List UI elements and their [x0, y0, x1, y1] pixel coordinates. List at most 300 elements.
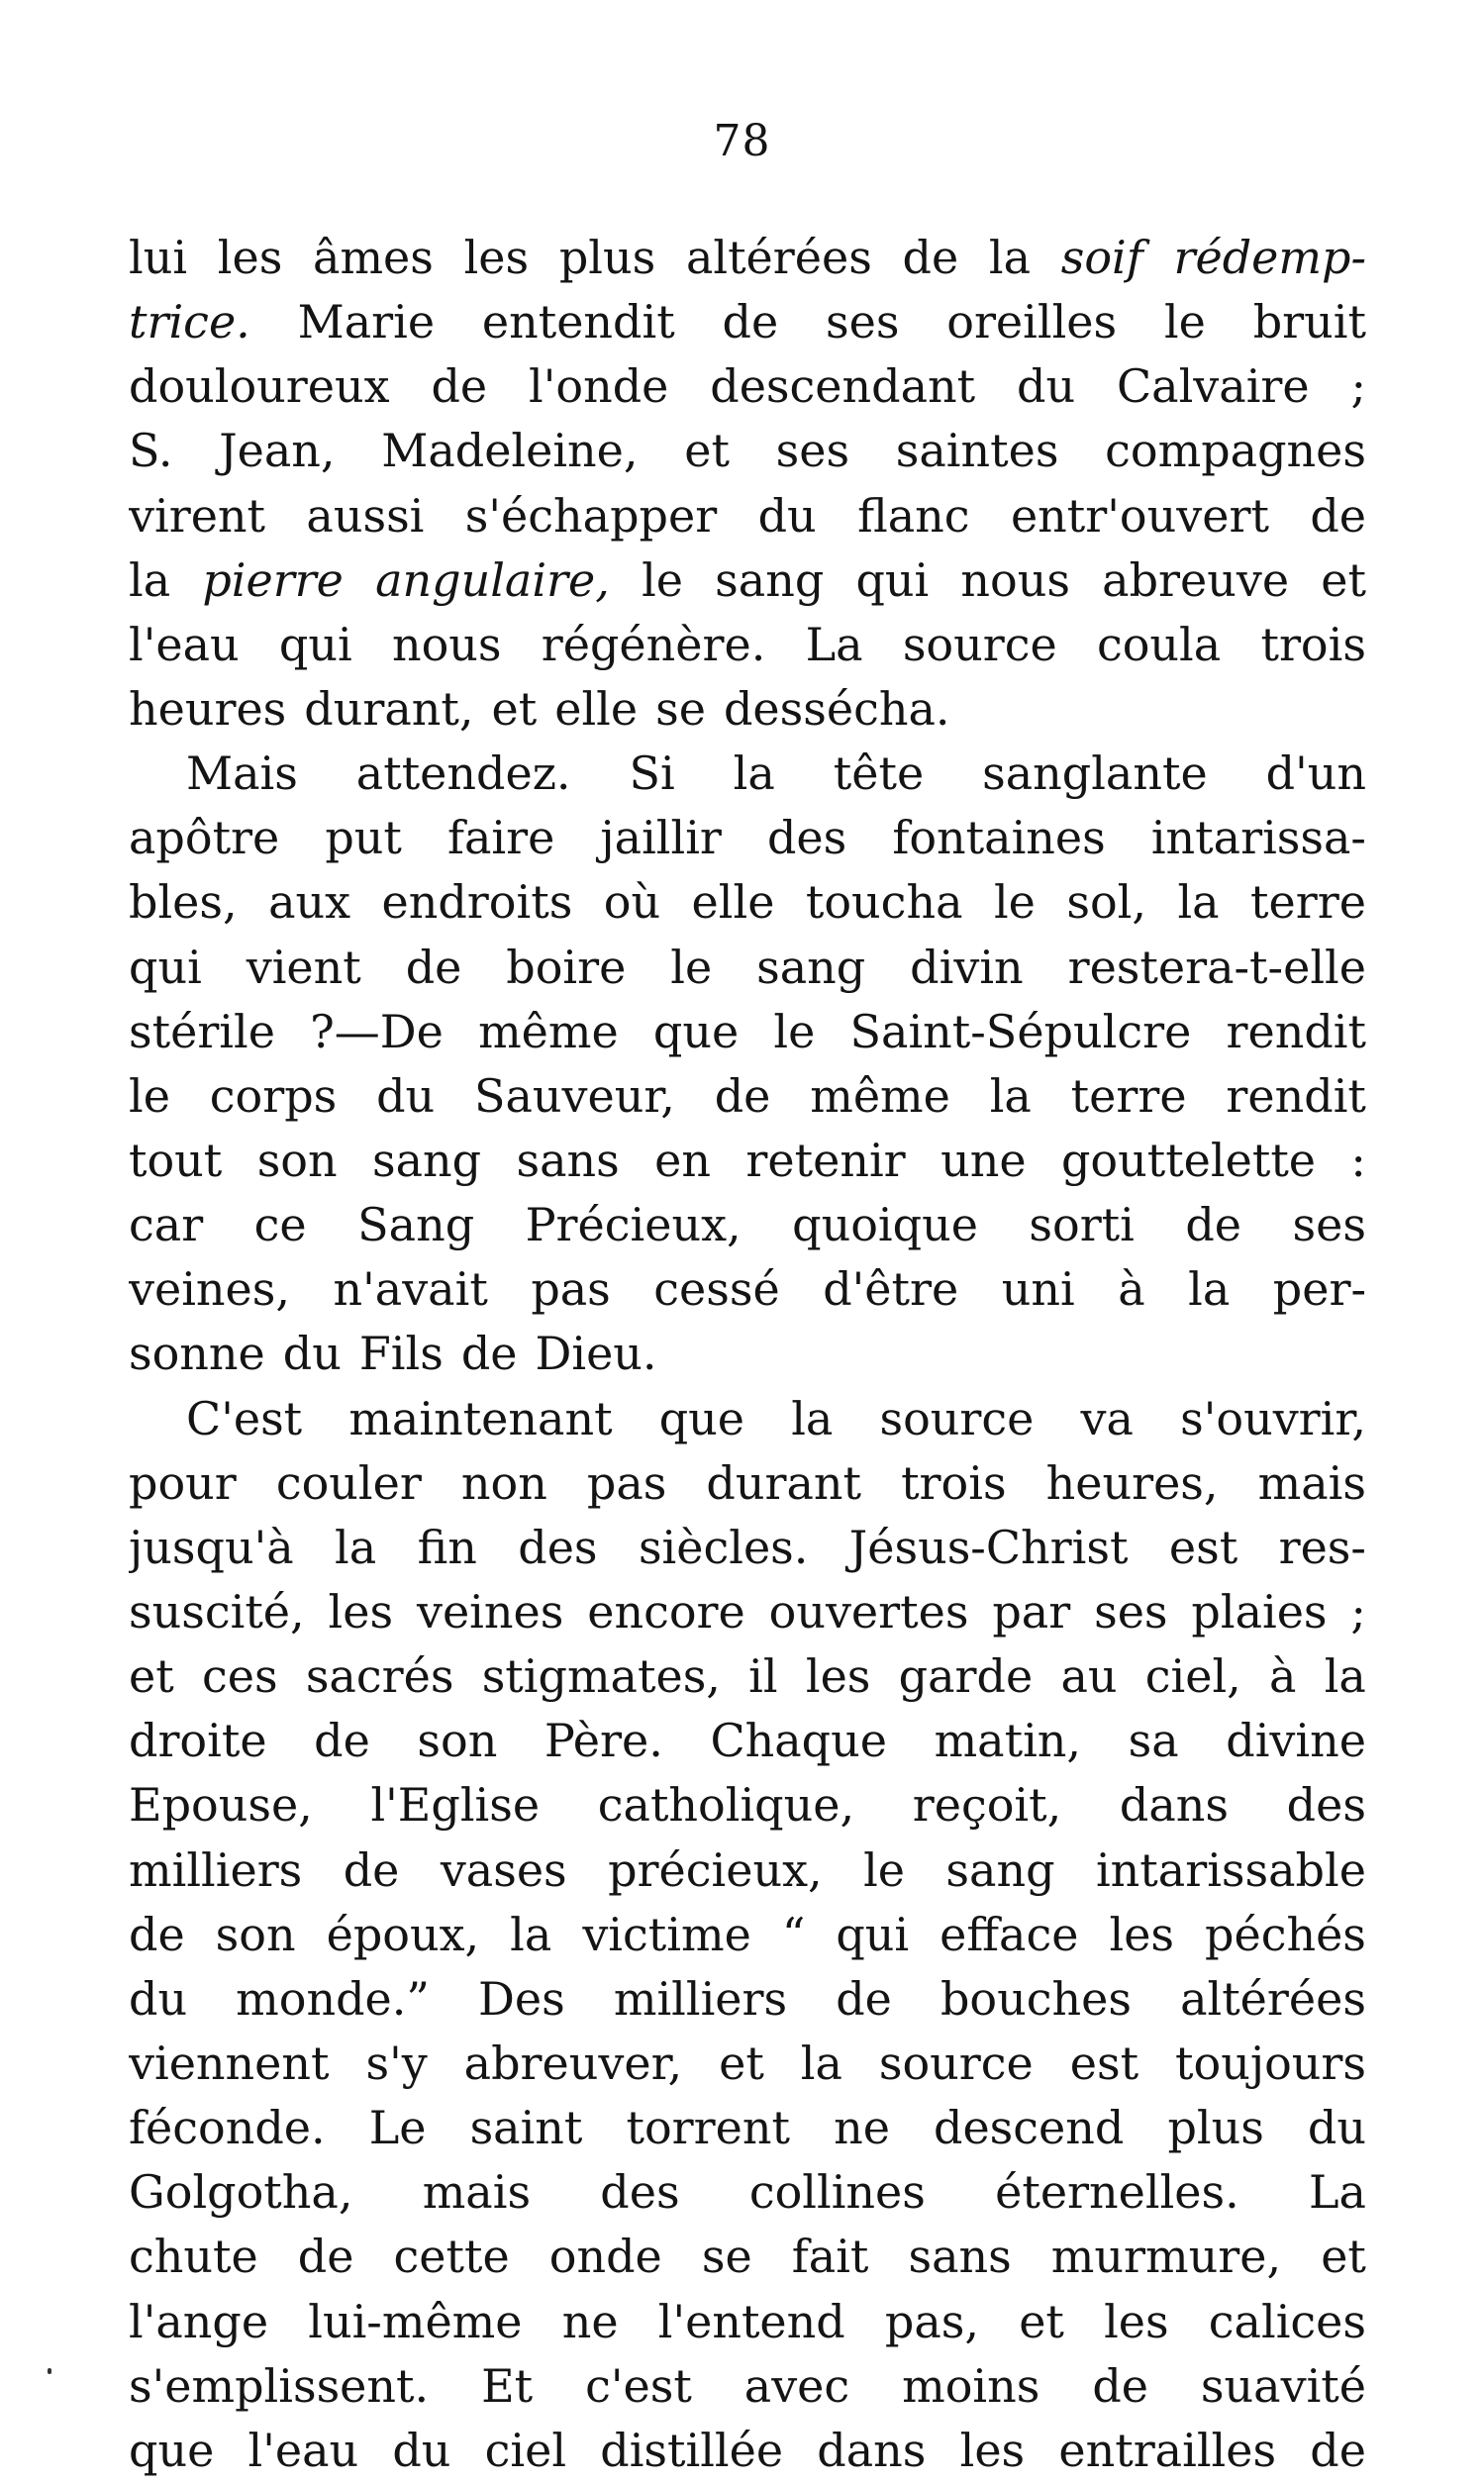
word: de: [714, 1068, 771, 1123]
text-line: [129, 1709, 1366, 1773]
word: la: [791, 1391, 834, 1445]
word: de: [1092, 2358, 1148, 2413]
word: ses: [1292, 1198, 1366, 1252]
word: cessé: [653, 1262, 780, 1317]
word: s'emplissent.: [129, 2358, 430, 2413]
word: va: [1080, 1391, 1134, 1445]
text-line: [129, 2160, 1366, 2225]
word: maintenant: [348, 1391, 613, 1445]
text-line: [129, 2419, 1366, 2483]
text-line: [129, 1257, 1366, 1322]
word: le: [129, 1068, 170, 1123]
text-line: [129, 1193, 1366, 1257]
word: des: [766, 811, 847, 865]
word: Madeleine,: [381, 424, 639, 478]
word: de: [297, 2230, 354, 2284]
word: le: [863, 1842, 905, 1897]
word: et: [1321, 552, 1366, 607]
word: à: [1118, 1262, 1145, 1317]
word: pas: [531, 1262, 611, 1317]
word: ses: [775, 424, 850, 478]
word: C'est: [186, 1391, 303, 1445]
word: heures: [129, 681, 287, 736]
word: source: [879, 1391, 1035, 1445]
word: Précieux,: [525, 1198, 742, 1252]
word: l'ange: [129, 2294, 269, 2348]
word: La: [1309, 2165, 1366, 2220]
word: sang: [756, 940, 866, 994]
word: mais: [422, 2165, 532, 2220]
word: ses: [1094, 1584, 1168, 1639]
word: veines: [416, 1584, 564, 1639]
word: source: [878, 2036, 1034, 2090]
word: oreilles: [946, 295, 1118, 349]
word: ;: [1350, 1584, 1366, 1639]
word: bouches: [940, 1971, 1132, 2026]
word: les: [1109, 1907, 1175, 1961]
word: sang: [715, 552, 825, 607]
text-line: [129, 2290, 1366, 2354]
word: saint: [469, 2101, 583, 2155]
word: son: [215, 1907, 296, 1961]
word: stigmates,: [481, 1649, 721, 1704]
word: se: [701, 2230, 752, 2284]
word: mais: [1257, 1455, 1366, 1510]
word: les: [328, 1584, 394, 1639]
word: de: [1185, 1198, 1242, 1252]
word: les: [1104, 2294, 1169, 2348]
word: Jean,: [219, 424, 336, 478]
word: ce: [253, 1198, 307, 1252]
word: ne: [561, 2294, 619, 2348]
text-line: [129, 1451, 1366, 1516]
word: vient: [246, 940, 361, 994]
word: au: [1060, 1649, 1118, 1704]
word: stérile: [129, 1004, 275, 1058]
word: intarissable: [1095, 1842, 1366, 1897]
word: sans: [908, 2230, 1012, 2284]
word: terre: [1070, 1068, 1187, 1123]
word: aux: [268, 875, 351, 930]
word: de: [129, 1907, 185, 1961]
word: entrailles: [1058, 2423, 1277, 2477]
word: son: [256, 1133, 338, 1187]
word: Le: [368, 2101, 427, 2155]
word: sang: [945, 1842, 1055, 1897]
text-line: [129, 806, 1366, 870]
word: le: [773, 1004, 816, 1058]
word: Des: [478, 1971, 565, 2026]
word: ;: [1350, 359, 1366, 414]
text-line: [129, 226, 1366, 290]
word: et: [129, 1649, 174, 1704]
word: qui: [836, 1907, 910, 1961]
word: Et: [481, 2358, 534, 2413]
word: son: [417, 1714, 498, 1768]
word: faire: [446, 811, 555, 865]
word: les: [463, 231, 530, 284]
word: elle: [691, 875, 775, 930]
word: de: [405, 940, 462, 994]
print-speck: [48, 2368, 51, 2374]
text-line: [129, 290, 1366, 354]
word: restera-t-elle: [1067, 940, 1366, 994]
word: éternelles.: [995, 2165, 1239, 2220]
word: le: [1163, 295, 1206, 349]
word: la: [1177, 875, 1220, 930]
word: qui: [855, 552, 930, 607]
word: de: [1310, 488, 1366, 543]
word: nous: [960, 552, 1070, 607]
word: lui-même: [308, 2294, 523, 2348]
word: la: [1324, 1649, 1366, 1704]
word: suscité,: [129, 1584, 305, 1639]
word: La: [805, 617, 863, 671]
word: l'entend: [657, 2294, 845, 2348]
word: reçoit,: [912, 1778, 1062, 1833]
word: les: [217, 231, 283, 284]
word: garde: [898, 1649, 1034, 1704]
word: moins: [902, 2358, 1040, 2413]
word: trois: [1260, 617, 1366, 671]
word: flanc: [857, 488, 970, 543]
word: époux,: [326, 1907, 480, 1961]
word: et: [1019, 2294, 1064, 2348]
word: descendant: [710, 359, 976, 414]
word: durant,: [304, 681, 474, 736]
word: d'être: [823, 1262, 959, 1317]
word: et: [719, 2036, 764, 2090]
word: ouvertes: [768, 1584, 969, 1639]
word: l'onde: [529, 359, 669, 414]
text-line: [129, 2096, 1366, 2160]
word: douloureux: [129, 359, 390, 414]
word: murmure,: [1050, 2230, 1282, 2284]
word: gouttelette: [1060, 1133, 1317, 1187]
word: monde.”: [236, 1971, 430, 2026]
word: Saint-Sépulcre: [849, 1004, 1192, 1058]
word: du: [282, 1327, 342, 1381]
word: viennent: [129, 2036, 330, 2090]
word: à: [1269, 1649, 1297, 1704]
word: ses: [826, 295, 900, 349]
text-line: [129, 613, 1366, 677]
word: divine: [1226, 1714, 1366, 1768]
word: le: [670, 940, 713, 994]
word: même: [810, 1068, 950, 1123]
text-line: [129, 1322, 1366, 1386]
word: efface: [940, 1907, 1079, 1961]
word: elle: [554, 681, 639, 736]
text-line: [129, 1516, 1366, 1580]
word: sol,: [1066, 875, 1146, 930]
word: régénère.: [541, 617, 766, 671]
word: du: [129, 1971, 188, 2026]
word: les: [959, 2423, 1026, 2477]
word: des: [600, 2165, 680, 2220]
word: Père.: [544, 1714, 663, 1768]
word: par: [992, 1584, 1071, 1639]
word: en: [654, 1133, 712, 1187]
word: collines: [748, 2165, 926, 2220]
word: du: [1307, 2101, 1366, 2155]
word: terre: [1250, 875, 1366, 930]
word: que: [129, 2423, 215, 2477]
word: droite: [129, 1714, 267, 1768]
word: Sang: [357, 1198, 475, 1252]
word: torrent: [626, 2101, 790, 2155]
word: abreuve: [1102, 552, 1290, 607]
word: du: [376, 1068, 436, 1123]
word: durant: [706, 1455, 862, 1510]
word: calices: [1208, 2294, 1366, 2348]
word: c'est: [585, 2358, 692, 2413]
text-line: [129, 870, 1366, 935]
word: altérées: [1180, 1971, 1366, 2026]
word: tête: [833, 746, 925, 801]
word: Dieu.: [535, 1327, 657, 1381]
word: fontaines: [892, 811, 1106, 865]
word: Epouse,: [129, 1778, 313, 1833]
word: compagnes: [1105, 424, 1366, 478]
word: Marie: [297, 295, 436, 349]
word: dans: [1119, 1778, 1230, 1833]
text-line: [129, 1903, 1366, 1967]
word: sacrés: [305, 1649, 454, 1704]
word: toucha: [805, 875, 963, 930]
word: féconde.: [129, 2101, 326, 2155]
word: matin,: [934, 1714, 1082, 1768]
word: il: [748, 1649, 778, 1704]
word: avec: [743, 2358, 850, 2413]
word: “: [781, 1907, 806, 1961]
word: que: [652, 1004, 740, 1058]
text-line: [129, 1387, 1366, 1451]
word: cette: [393, 2230, 510, 2284]
word: Sauveur,: [473, 1068, 675, 1123]
text-line: [129, 1129, 1366, 1193]
word: de: [431, 359, 488, 414]
word: d'un: [1265, 746, 1366, 801]
word: et: [684, 424, 730, 478]
word: catholique,: [597, 1778, 855, 1833]
italic-word: trice.: [129, 295, 250, 349]
word: sang: [372, 1133, 482, 1187]
word: abreuver,: [463, 2036, 683, 2090]
word: veines,: [129, 1262, 290, 1317]
word: n'avait: [333, 1262, 488, 1317]
word: péchés: [1205, 1907, 1366, 1961]
word: ?—De: [310, 1004, 444, 1058]
word: sa: [1128, 1714, 1179, 1768]
word: jusqu'à: [129, 1520, 294, 1574]
word: put: [325, 811, 402, 865]
word: plus: [558, 231, 656, 284]
text-line: [129, 1580, 1366, 1644]
word: heures,: [1045, 1455, 1219, 1510]
text-line: [129, 2032, 1366, 2096]
text-line: [129, 2354, 1366, 2419]
word: est: [1069, 2036, 1139, 2090]
text-line: [129, 419, 1366, 483]
word: s'y: [365, 2036, 428, 2090]
word: de: [902, 231, 959, 284]
word: aussi: [306, 488, 425, 543]
word: boire: [506, 940, 627, 994]
word: se: [655, 681, 706, 736]
text-line: [129, 2225, 1366, 2289]
word: uni: [1001, 1262, 1075, 1317]
word: milliers: [129, 1842, 303, 1897]
word: fait: [791, 2230, 869, 2284]
word: même: [478, 1004, 619, 1058]
word: une: [940, 1133, 1027, 1187]
word: ciel: [484, 2423, 567, 2477]
word: corps: [209, 1068, 338, 1123]
word: du: [1017, 359, 1076, 414]
italic-word: pierre: [202, 552, 344, 607]
word: des: [1286, 1778, 1366, 1833]
word: tout: [129, 1133, 223, 1187]
word: trois: [901, 1455, 1007, 1510]
word: bruit: [1252, 295, 1366, 349]
word: toujours: [1175, 2036, 1366, 2090]
word: Golgotha,: [129, 2165, 353, 2220]
word: et: [491, 681, 538, 736]
word: où: [603, 875, 661, 930]
word: rendit: [1226, 1004, 1366, 1058]
word: siècles.: [638, 1520, 809, 1574]
word: sonne: [129, 1327, 265, 1381]
word: coula: [1096, 617, 1222, 671]
word: car: [129, 1198, 204, 1252]
word: la: [1188, 1262, 1231, 1317]
word: intarissa-: [1150, 811, 1366, 865]
word: victime: [582, 1907, 751, 1961]
word: Jésus-Christ: [848, 1520, 1129, 1574]
word: de: [314, 1714, 370, 1768]
text-line: [129, 1064, 1366, 1129]
word: :: [1350, 1133, 1366, 1187]
word: Calvaire: [1116, 359, 1310, 414]
word: ne: [834, 2101, 890, 2155]
word: des: [518, 1520, 598, 1574]
word: s'ouvrir,: [1180, 1391, 1366, 1445]
word: qui: [129, 940, 202, 994]
word: non: [460, 1455, 547, 1510]
word: nous: [391, 617, 502, 671]
word: sanglante: [982, 746, 1208, 801]
page-number: 78: [713, 116, 771, 166]
italic-word: rédemp-: [1173, 231, 1366, 284]
word: la: [129, 552, 171, 607]
word: entendit: [481, 295, 675, 349]
word: jaillir: [600, 811, 722, 865]
word: entr'ouvert: [1010, 488, 1269, 543]
word: que: [658, 1391, 745, 1445]
word: couler: [275, 1455, 422, 1510]
word: pas,: [884, 2294, 980, 2348]
text-line: [129, 677, 1366, 742]
word: Si: [629, 746, 675, 801]
text-line: [129, 936, 1366, 1000]
word: de: [836, 1971, 892, 2026]
word: de: [1310, 2423, 1366, 2477]
word: sans: [516, 1133, 620, 1187]
italic-word: soif: [1060, 231, 1143, 284]
word: de: [722, 295, 779, 349]
word: distillée: [600, 2423, 784, 2477]
word: la: [335, 1520, 377, 1574]
word: per-: [1272, 1262, 1366, 1317]
text-line: [129, 1967, 1366, 2032]
word: milliers: [613, 1971, 788, 2026]
word: fin: [417, 1520, 477, 1574]
word: de: [343, 1842, 400, 1897]
word: descend: [934, 2101, 1125, 2155]
word: lui: [129, 231, 188, 284]
word: et: [1321, 2230, 1366, 2284]
word: virent: [129, 488, 266, 543]
word: les: [805, 1649, 871, 1704]
word: qui: [278, 617, 352, 671]
word: Chaque: [710, 1714, 887, 1768]
word: du: [392, 2423, 451, 2477]
word: dans: [817, 2423, 927, 2477]
word: l'eau: [247, 2423, 359, 2477]
word: suavité: [1200, 2358, 1366, 2413]
text-line: [129, 484, 1366, 548]
word: quoique: [792, 1198, 978, 1252]
word: saintes: [895, 424, 1059, 478]
word: onde: [548, 2230, 662, 2284]
text-line: [129, 354, 1366, 419]
word: bles,: [129, 875, 238, 930]
word: retenir: [745, 1133, 906, 1187]
body-text: [129, 226, 1366, 2483]
word: la: [510, 1907, 552, 1961]
word: la: [733, 746, 775, 801]
word: divin: [910, 940, 1024, 994]
text-line: [129, 548, 1366, 613]
word: le: [993, 875, 1036, 930]
text-line: [129, 742, 1366, 806]
word: chute: [129, 2230, 258, 2284]
word: l'Eglise: [370, 1778, 541, 1833]
word: l'eau: [129, 617, 240, 671]
word: âmes: [313, 231, 434, 284]
word: plus: [1167, 2101, 1264, 2155]
word: est: [1168, 1520, 1238, 1574]
word: altérées: [685, 231, 872, 284]
word: le: [642, 552, 683, 607]
word: de: [460, 1327, 518, 1381]
word: Mais: [186, 746, 298, 801]
word: S.: [129, 424, 173, 478]
word: endroits: [381, 875, 573, 930]
word: la: [989, 1068, 1032, 1123]
word: dessécha.: [723, 681, 950, 736]
word: Fils: [358, 1327, 444, 1381]
word: rendit: [1226, 1068, 1366, 1123]
word: la: [988, 231, 1032, 284]
word: encore: [587, 1584, 745, 1639]
word: plaies: [1191, 1584, 1328, 1639]
word: précieux,: [608, 1842, 823, 1897]
word: apôtre: [129, 811, 280, 865]
word: ciel,: [1144, 1649, 1241, 1704]
text-line: [129, 1773, 1366, 1837]
